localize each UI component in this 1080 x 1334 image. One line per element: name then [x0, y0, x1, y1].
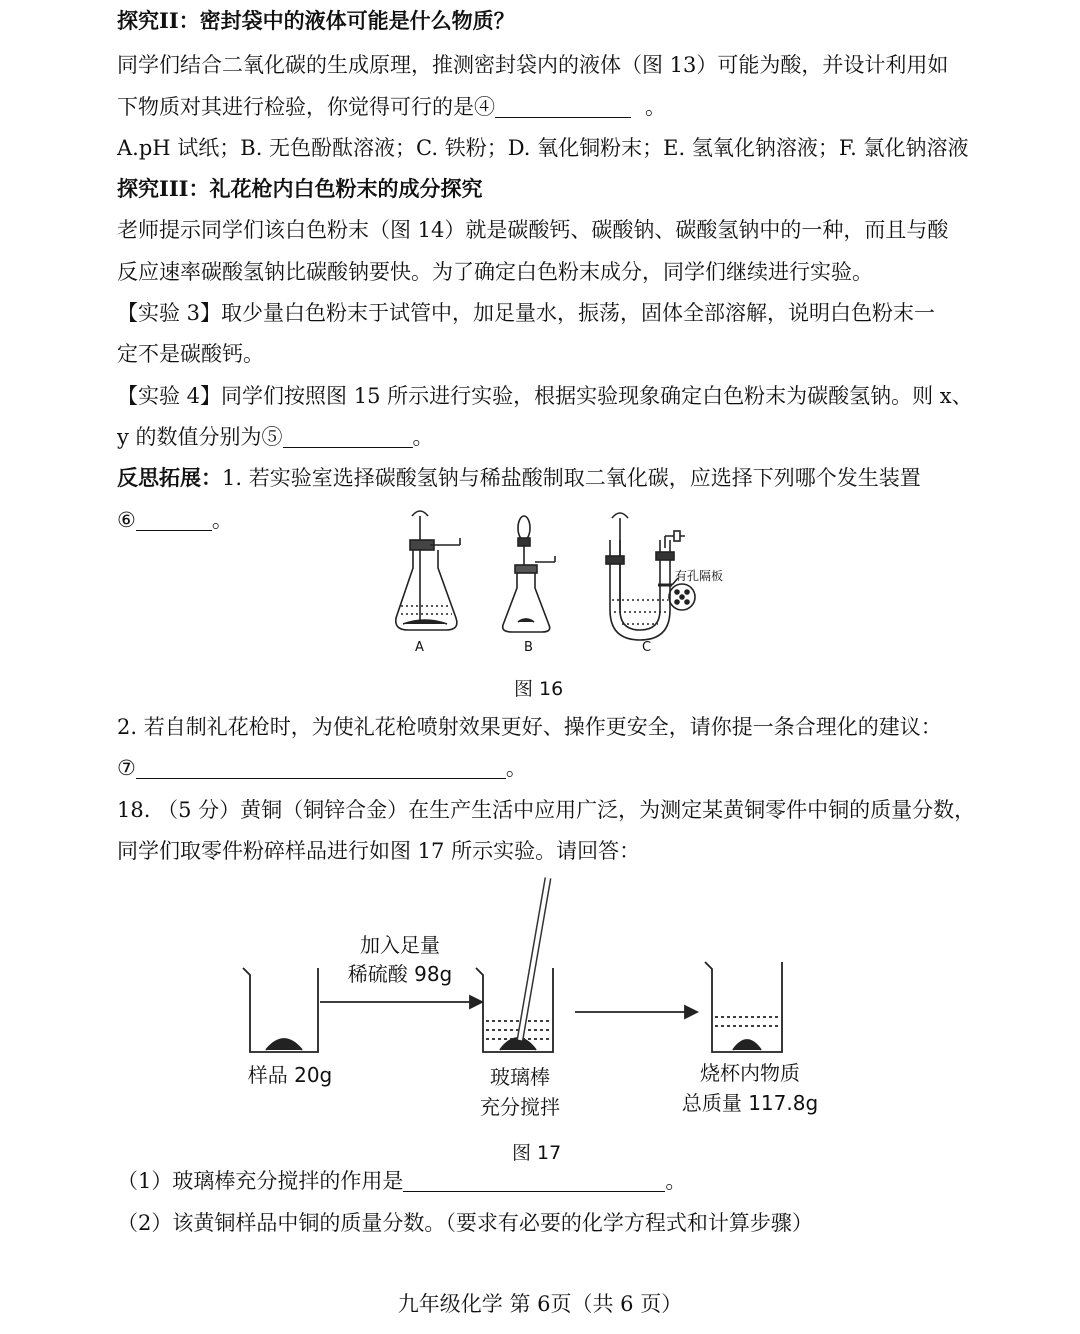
- question-18-line: 18. （5 分）黄铜（铜锌合金）在生产生活中应用广泛，为测定某黄铜零件中铜的质量分数，: [117, 798, 976, 822]
- reflection-line: 反思拓展：1. 若实验室选择碳酸氢钠与稀盐酸制取二氧化碳，应选择下列哪个发生装置: [117, 465, 921, 490]
- options-line: A.pH 试纸；B. 无色酚酞溶液；C. 铁粉；D. 氧化铜粉末；E. 氢氧化钠溶液；F. 氯化钠溶液: [117, 136, 969, 160]
- answer-blank-6[interactable]: [136, 508, 212, 531]
- beaker-result: [705, 962, 782, 1052]
- rod-label-2: 充分搅拌: [480, 1095, 560, 1119]
- question-5-line: y 的数值分别为⑤ 。: [117, 425, 434, 449]
- answer-blank-18-1[interactable]: [403, 1169, 665, 1192]
- section-heading-explore-2: 探究II：密封袋中的液体可能是什么物质？: [117, 8, 515, 33]
- question-18-line-cont: 同学们取零件粉碎样品进行如图 17 所示实验。请回答：: [117, 839, 641, 863]
- apparatus-a: [396, 511, 460, 630]
- sample-label: 样品 20g: [247, 1063, 333, 1087]
- answer-blank-4[interactable]: [495, 95, 631, 118]
- section-heading-explore-3: 探究III：礼花枪内白色粉末的成分探究: [117, 176, 483, 201]
- apparatus-label-a: A: [415, 640, 424, 655]
- apparatus-b: [503, 516, 555, 632]
- arrow-text-1: 加入足量: [360, 933, 440, 957]
- arrow-text-2: 稀硫酸 98g: [347, 962, 453, 986]
- experiment-3-line-cont: 定不是碳酸钙。: [117, 342, 264, 366]
- paragraph-line: 反应速率碳酸氢钠比碳酸钠要快。为了确定白色粉末成分，同学们继续进行实验。: [117, 260, 873, 284]
- rod-label-1: 玻璃棒: [490, 1065, 550, 1089]
- paragraph-line: 老师提示同学们该白色粉末（图 14）就是碳酸钙、碳酸钠、碳酸氢钠中的一种，而且与酸: [117, 218, 949, 242]
- figure-17-caption: 图 17: [512, 1142, 562, 1164]
- page-footer: 九年级化学 第 6页（共 6 页）: [397, 1292, 683, 1316]
- beaker-stirring: [476, 878, 553, 1052]
- question-6-line: ⑥ 。: [117, 508, 233, 532]
- result-label-2: 总质量 117.8g: [681, 1091, 819, 1115]
- answer-blank-7[interactable]: [136, 756, 506, 779]
- question-4-line: 下物质对其进行检验，你觉得可行的是④ 。: [117, 95, 666, 119]
- arrow-1: [320, 996, 482, 1008]
- sub-question-2-line: （2）该黄铜样品中铜的质量分数。（要求有必要的化学方程式和计算步骤）: [117, 1211, 813, 1235]
- question-7-line: ⑦ 。: [117, 756, 527, 780]
- apparatus-label-c: C: [642, 640, 652, 655]
- apparatus-label-b: B: [524, 640, 533, 655]
- experiment-4-line: 【实验 4】同学们按照图 15 所示进行实验，根据实验现象确定白色粉末为碳酸氢钠。则 x、: [117, 384, 973, 408]
- question-7-prompt: 2. 若自制礼花枪时，为使礼花枪喷射效果更好、操作更安全，请你提一条合理化的建议：: [117, 715, 942, 739]
- plate-label: 有孔隔板: [675, 569, 724, 583]
- beaker-sample: [243, 968, 318, 1052]
- answer-blank-5[interactable]: [283, 425, 413, 448]
- arrow-2: [575, 1006, 697, 1018]
- experiment-3-line: 【实验 3】取少量白色粉末于试管中，加足量水，振荡，固体全部溶解，说明白色粉末一: [117, 301, 936, 325]
- figure-16-caption: 图 16: [514, 678, 564, 700]
- paragraph-line: 同学们结合二氧化碳的生成原理，推测密封袋内的液体（图 13）可能为酸，并设计利用如: [117, 53, 949, 77]
- result-label-1: 烧杯内物质: [700, 1061, 800, 1085]
- sub-question-1-line: （1）玻璃棒充分搅拌的作用是 。: [117, 1169, 687, 1193]
